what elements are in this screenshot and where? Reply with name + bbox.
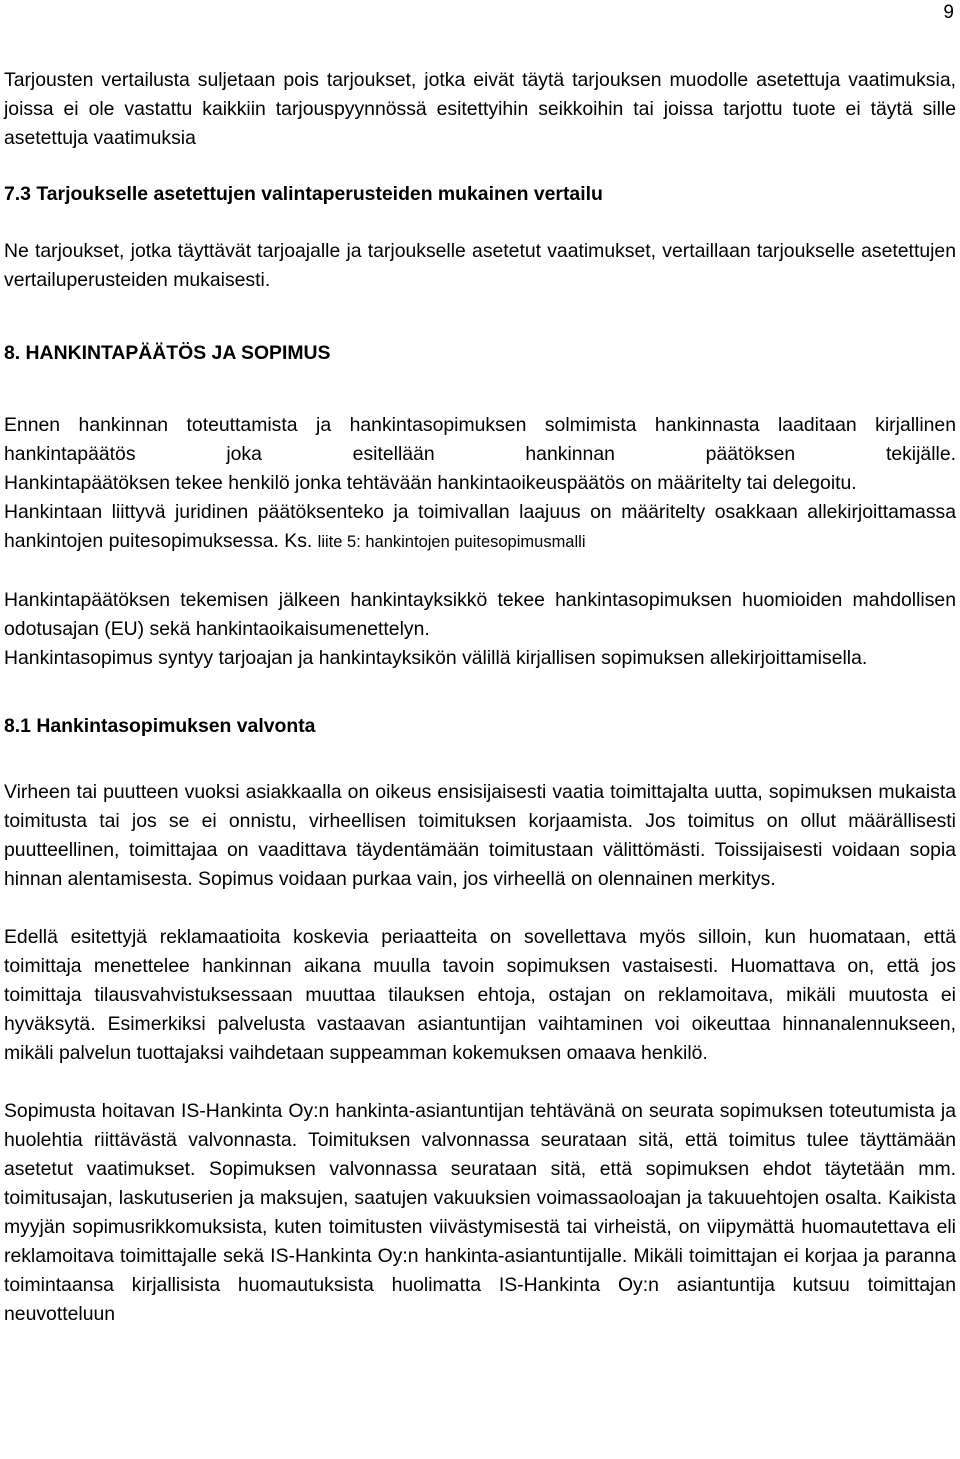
section-8-1-paragraph-3: Sopimusta hoitavan IS-Hankinta Oy:n hankinta-asiantuntijan tehtävänä on seurata sopimuksen toteutumista ja huolehtia riittävästä valvonnasta. Toimituksen valvonnassa seurataan sitä, että toimitus tulee täyttämään asetetut vaatimukset. Sopimuksen valvonnassa seurataan sitä, että sopimuksen ehdot täytetään mm. toimitusajan, laskutuserien ja maksujen, saatujen vakuuksien voimassaoloajan ja takuuehtojen osalta. Kaikista myyjän sopimusrikkomuksista, kuten toimitusten viivästymisestä tai virheistä, on viipymättä huomautettava eli reklamoitava toimittajalle sekä IS-Hankinta Oy:n hankinta-asiantuntijalle. Mikäli toimittajan ei korjaa ja paranna toimintaansa kirjallisista huomautuksista huolimatta IS-Hankinta Oy:n asiantuntija kutsuu toimittajan neuvotteluun <box>4 1100 956 1325</box>
section-8-paragraph-5: Hankintasopimus syntyy tarjoajan ja hankintayksikön välillä kirjallisen sopimuksen allekirjoittamisella. <box>4 647 868 669</box>
section-8-paragraph-3-text: Hankintaan liittyvä juridinen päätöksenteko ja toimivallan laajuus on määritelty osakkaan allekirjoittamassa hankintojen puitesopimuksessa. Ks. <box>4 501 956 552</box>
section-8-paragraph-3 <box>4 498 956 557</box>
intro-paragraph: Tarjousten vertailusta suljetaan pois tarjoukset, jotka eivät täytä tarjouksen muodolle asetettuja vaatimuksia, joissa ei ole vastattu kaikkiin tarjouspyynnössä esitettyihin seikkoihin tai joissa tarjottu tuote ei täytä sille asetettuja vaatimuksia <box>4 69 956 149</box>
section-8-paragraph-1: Ennen hankinnan toteuttamista ja hankintasopimuksen solmimista hankinnasta laaditaan kirjallinen hankintapäätös joka esitellään hankinnan päätöksen tekijälle. <box>4 414 956 465</box>
section-8-paragraph-2: Hankintapäätöksen tekee henkilö jonka tehtävään hankintaoikeuspäätös on määritelty tai delegoitu. <box>4 472 857 494</box>
document-body <box>4 66 956 1329</box>
page-number: 9 <box>943 2 954 23</box>
appendix-reference: liite 5: hankintojen puitesopimusmalli <box>317 533 586 551</box>
section-7-3-paragraph: Ne tarjoukset, jotka täyttävät tarjoajalle ja tarjoukselle asetetut vaatimukset, vertaillaan tarjoukselle asetettujen vertailuperusteiden mukaisesti. <box>4 240 956 291</box>
section-8-heading: 8. HANKINTAPÄÄTÖS JA SOPIMUS <box>4 342 331 364</box>
section-8-paragraph-4: Hankintapäätöksen tekemisen jälkeen hankintayksikkö tekee hankintasopimuksen huomioiden mahdollisen odotusajan (EU) sekä hankintaoikaisumenettelyn. <box>4 589 956 640</box>
section-8-1-paragraph-1: Virheen tai puutteen vuoksi asiakkaalla on oikeus ensisijaisesti vaatia toimittajalta uutta, sopimuksen mukaista toimitusta tai jos se ei onnistu, virheellisen toimituksen korjaamista. Jos toimitus on ollut määrällisesti puutteellinen, toimittajaa on vaadittava täydentämään toimitustaan välittömästi. Toissijaisesti voidaan sopia hinnan alentamisesta. Sopimus voidaan purkaa vain, jos virheellä on olennainen merkitys. <box>4 781 956 890</box>
section-7-3-heading: 7.3 Tarjoukselle asetettujen valintaperusteiden mukainen vertailu <box>4 183 603 205</box>
section-8-1-paragraph-2: Edellä esitettyjä reklamaatioita koskevia periaatteita on sovellettava myös silloin, kun huomataan, että toimittaja menettelee hankinnan aikana muulla tavoin sopimuksen vastaisesti. Huomattava on, että jos toimittaja tilausvahvistuksessaan muuttaa tilauksen ehtoja, ostajan on reklamoitava, mikäli muutosta ei hyväksytä. Esimerkiksi palvelusta vastaavan asiantuntijan vaihtaminen voi oikeuttaa hinnanalennukseen, mikäli palvelun tuottajaksi vaihdetaan suppeamman kokemuksen omaava henkilö. <box>4 926 956 1064</box>
section-8-1-heading: 8.1 Hankintasopimuksen valvonta <box>4 715 316 737</box>
